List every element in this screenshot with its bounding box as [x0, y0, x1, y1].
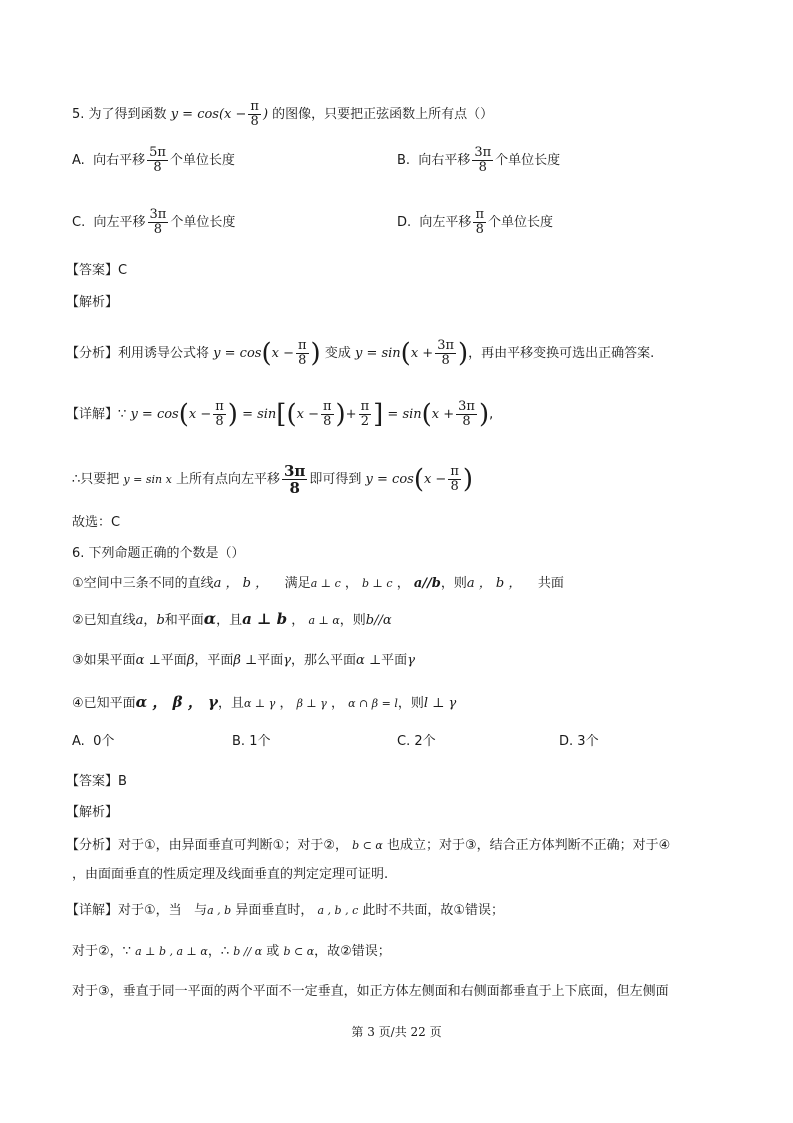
q5-option-d: D. 向左平移 $\frac{\pi}{8}$ 个单位长度: [397, 207, 553, 237]
q6-fenxi-line2: ，由面面垂直的性质定理及线面垂直的判定定理可证明.: [72, 867, 389, 882]
q5-stem-prefix: 5. 为了得到函数: [72, 107, 167, 122]
q6-option-b: B. 1个: [232, 734, 271, 749]
q5-choose: 故选：C: [72, 515, 121, 530]
q6-prop-2: ②已知直线a，b和平面α，且a ⊥ b ， a ⊥ α，则b//α: [72, 609, 392, 628]
q6-xiangjie-line3: 对于③，垂直于同一平面的两个平面不一定垂直，如正方体左侧面和右侧面都垂直于上下底面，但左侧面: [72, 984, 669, 999]
q6-stem: 6. 下列命题正确的个数是（）: [72, 546, 245, 561]
q5-answer: 【答案】C: [66, 263, 128, 278]
q6-prop-4: ④已知平面α ， β ， γ，且α ⊥ γ ， β ⊥ γ ， α ∩ β = l，则l ⊥ γ: [72, 693, 457, 711]
q6-prop-1: ①空间中三条不同的直线a ， b ， 满足a ⊥ c ， b ⊥ c ， a//b，则a ， b ， 共面: [72, 576, 564, 591]
q6-xiangjie-line1: 【详解】对于①，当 与a , b 异面垂直时， a , b , c 此时不共面，故①错误；: [66, 903, 505, 918]
q5-stem-fraction: $\frac{\pi}{8}$: [250, 99, 259, 129]
q5-stem-close: ): [262, 107, 269, 122]
q5-option-b: B. 向右平移 $\frac{3\pi}{8}$ 个单位长度: [397, 145, 561, 175]
q5-fenxi: 【分析】利用诱导公式将 y = cos(x − $\frac{\pi}{8}$ ) 变成 y = sin(x + $\frac{3\pi}{8}$ )，再由平移变换可选出正确答案.: [66, 338, 655, 369]
q5-stem: [72, 100, 493, 129]
q6-option-d: D. 3个: [559, 734, 599, 749]
q5-therefore: ∴只要把 y = sin x 上所有点向左平移 $\frac{3\pi}{8}$ 即可得到 y = cos(x − $\frac{\pi}{8}$ ): [72, 462, 474, 497]
q5-xiangjie: 【详解】∵ y = cos(x − $\frac{\pi}{8}$ ) = sin[(x − $\frac{\pi}{8}$ )+ $\frac{\pi}{2}$ ] = sin(x + $\frac{3\pi}{8}$ ),: [66, 399, 494, 430]
q5-option-c: C. 向左平移 $\frac{3\pi}{8}$ 个单位长度: [72, 207, 236, 237]
q6-fenxi-line1: 【分析】对于①，由异面垂直可判断①；对于②， b ⊂ α 也成立；对于③，结合正方体判断不正确；对于④: [66, 838, 671, 853]
q6-option-a: A. 0个: [72, 734, 115, 749]
q5-option-a: A. 向右平移 $\frac{5\pi}{8}$ 个单位长度: [72, 145, 235, 175]
q5-analysis-label: 【解析】: [66, 295, 119, 310]
page-footer: 第 3 页/共 22 页: [351, 1025, 442, 1039]
q5-stem-formula: y = cos(x −: [170, 107, 247, 122]
q5-stem-suffix: 的图像，只要把正弦函数上所有点（）: [272, 107, 494, 122]
q6-analysis-label: 【解析】: [66, 805, 119, 820]
q6-option-c: C. 2个: [397, 734, 436, 749]
q6-prop-3: ③如果平面α ⊥平面β，平面β ⊥平面γ，那么平面α ⊥平面γ: [72, 653, 415, 668]
q6-answer: 【答案】B: [66, 774, 127, 789]
q6-xiangjie-line2: 对于②，∵ a ⊥ b , a ⊥ α，∴ b // α 或 b ⊂ α，故②错误；: [72, 944, 391, 959]
